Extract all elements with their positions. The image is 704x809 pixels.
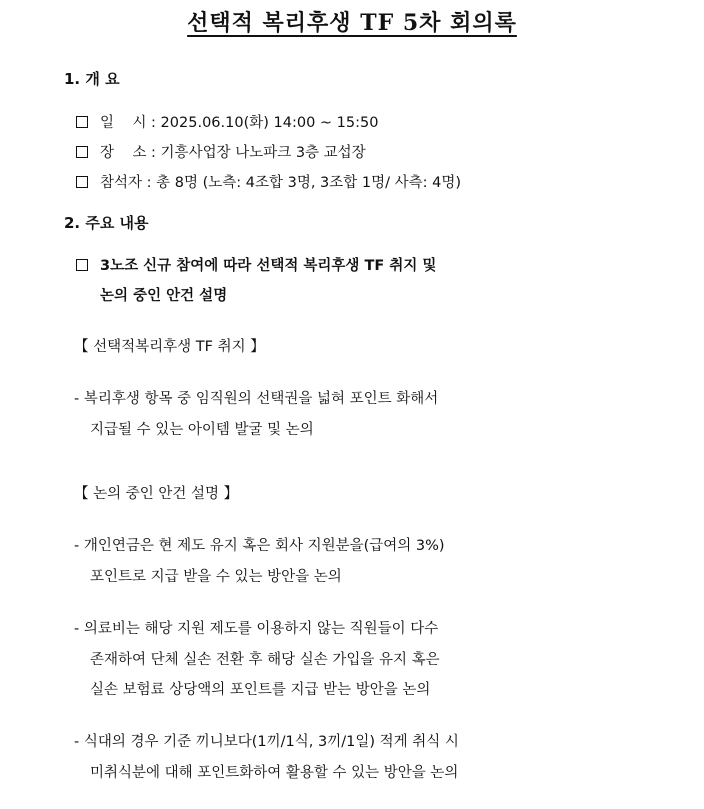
purpose-line-1: - 복리후생 항목 중 임직원의 선택권을 넓혀 포인트 화해서 <box>74 391 439 407</box>
datetime-text: 일 시 : 2025.06.10(화) 14:00 ~ 15:50 <box>100 115 379 131</box>
agenda-medical-line-1: - 의료비는 해당 지원 제도를 이용하지 않는 직원들이 다수 <box>74 621 439 637</box>
agenda-pension-line-2: 포인트로 지급 받을 수 있는 방안을 논의 <box>90 569 342 585</box>
agenda-meal-line-1: - 식대의 경우 기준 끼니보다(1끼/1식, 3끼/1일) 적게 취식 시 <box>74 734 459 750</box>
checkbox-icon <box>76 146 88 158</box>
section-heading-overview: 1. 개 요 <box>64 70 120 88</box>
overview-item-datetime <box>76 111 378 132</box>
location-text: 장 소 : 기흥사업장 나노파크 3층 교섭장 <box>100 145 366 161</box>
topic-line-1 <box>76 254 436 275</box>
overview-item-location <box>76 141 366 162</box>
section-heading-main: 2. 주요 내용 <box>64 214 149 232</box>
topic-text: 3노조 신규 참여에 따라 선택적 복리후생 TF 취지 및 <box>100 258 437 274</box>
agenda-meal-line-2: 미취식분에 대해 포인트화하여 활용할 수 있는 방안을 논의 <box>90 765 459 781</box>
checkbox-icon <box>76 116 88 128</box>
attendees-text: 참석자 : 총 8명 (노측: 4조합 3명, 3조합 1명/ 사측: 4명) <box>100 175 462 191</box>
topic-line-2: 논의 중인 안건 설명 <box>100 288 228 304</box>
page-title: 선택적 복리후생 TF 5차 회의록 <box>187 10 517 36</box>
subheading-agenda: 【 논의 중인 안건 설명 】 <box>74 486 239 502</box>
overview-item-attendees <box>76 171 461 192</box>
checkbox-icon <box>76 259 88 271</box>
checkbox-icon <box>76 176 88 188</box>
purpose-line-2: 지급될 수 있는 아이템 발굴 및 논의 <box>90 422 314 438</box>
agenda-pension-line-1: - 개인연금은 현 제도 유지 혹은 회사 지원분을(급여의 3%) <box>74 538 445 554</box>
agenda-medical-line-3: 실손 보험료 상당액의 포인트를 지급 받는 방안을 논의 <box>90 682 431 698</box>
agenda-medical-line-2: 존재하여 단체 실손 전환 후 해당 실손 가입을 유지 혹은 <box>90 652 440 668</box>
subheading-purpose: 【 선택적복리후생 TF 취지 】 <box>74 339 265 355</box>
